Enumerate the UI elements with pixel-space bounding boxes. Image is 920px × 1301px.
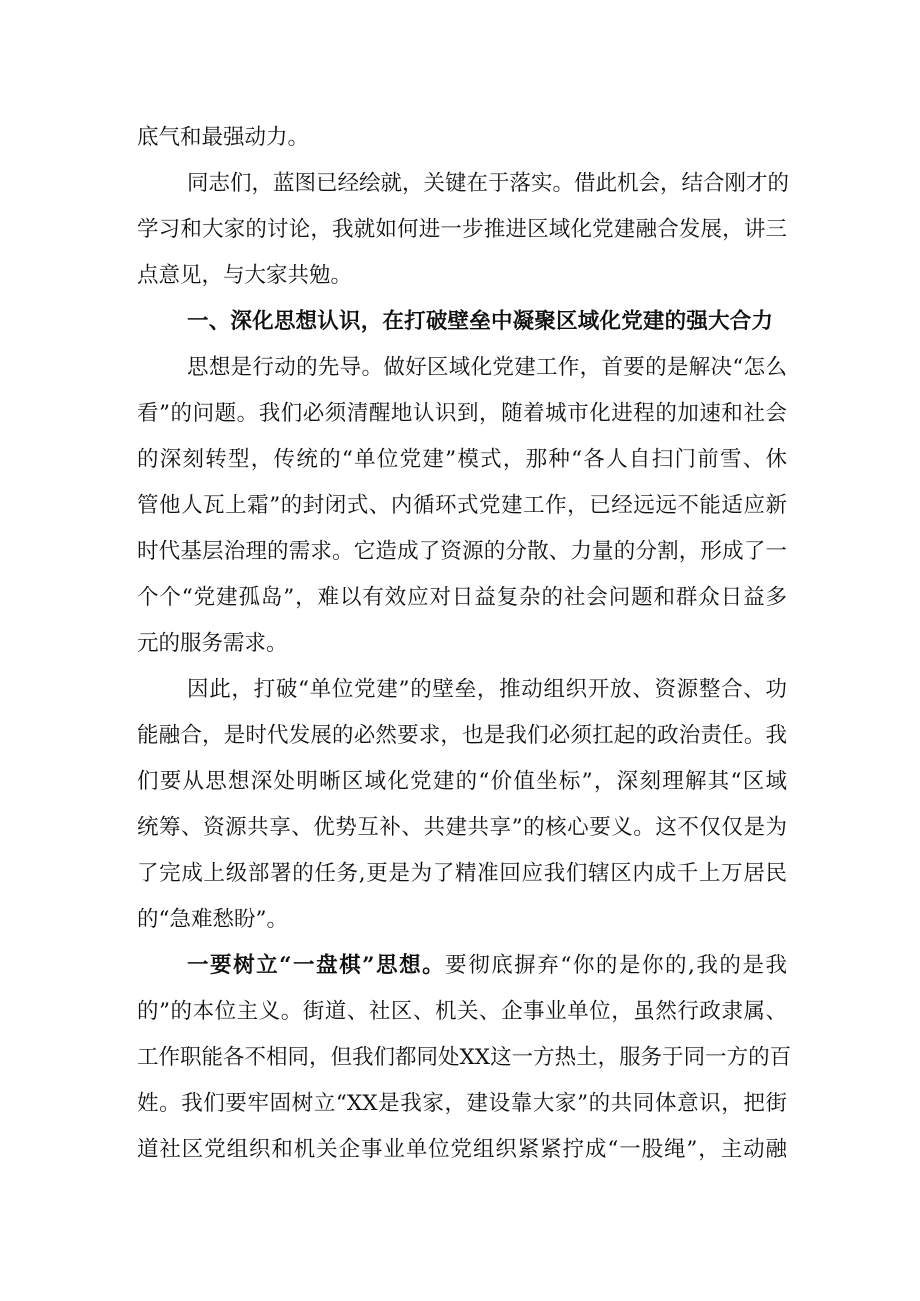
- intro-paragraph-line-3: 点意见，与大家共勉。: [137, 263, 353, 288]
- s1-p1-line-4: 管他人瓦上霜”的封闭式、内循环式党建工作，已经远远不能适应新: [137, 493, 787, 518]
- s1-p3-line-1: [187, 946, 787, 986]
- s1-p3-line-2: 的”的本位主义。街道、社区、机关、企事业单位，虽然行政隶属、: [137, 999, 787, 1024]
- s1-p2-line-1: 因此，打破“单位党建”的壁垒，推动组织开放、资源整合、功: [187, 677, 787, 702]
- s1-p2-line-4: 统筹、资源共享、优势互补、共建共享”的核心要义。这不仅仅是为: [137, 815, 787, 840]
- s1-p2-line-2: 能融合，是时代发展的必然要求，也是我们必须扛起的政治责任。我: [137, 723, 787, 748]
- s1-p1-line-5: 时代基层治理的需求。它造成了资源的分散、力量的分割，形成了一: [137, 539, 787, 564]
- s1-p1-line-6: 个个“党建孤岛”，难以有效应对日益复杂的社会问题和群众日益多: [137, 585, 787, 610]
- s1-p1-line-7: 元的服务需求。: [137, 631, 288, 656]
- s1-p2-line-6: 的“急难愁盼”。: [137, 907, 288, 932]
- s1-p3-line-3: 工作职能各不相同，但我们都同处XX这一方热土，服务于同一方的百: [137, 1045, 792, 1070]
- s1-p1-line-1: 思想是行动的先导。做好区域化党建工作，首要的是解决“怎么: [187, 355, 787, 380]
- intro-paragraph-line-1: 同志们，蓝图已经绘就，关键在于落实。借此机会，结合刚才的: [187, 171, 790, 196]
- s1-p1-line-2: 看”的问题。我们必须清醒地认识到，随着城市化进程的加速和社会: [137, 401, 787, 426]
- s1-p3-line-4: 姓。我们要牢固树立“XX是我家，建设靠大家”的共同体意识，把街: [137, 1091, 787, 1116]
- section-1-heading: 一、深化思想认识，在打破壁垒中凝聚区域化党建的强大合力: [187, 309, 773, 334]
- s1-p3-lead-rest: 要彻底摒弃“你的是你的,我的是我: [445, 953, 787, 978]
- s1-p3-line-5: 道社区党组织和机关企事业单位党组织紧紧拧成“一股绳”，主动融: [137, 1137, 787, 1162]
- intro-line-1: 底气和最强动力。: [137, 125, 310, 150]
- s1-p1-line-3: 的深刻转型，传统的“单位党建”模式，那种“各人自扫门前雪、休: [137, 447, 787, 472]
- intro-paragraph-line-2: 学习和大家的讨论，我就如何进一步推进区域化党建融合发展，讲三: [137, 217, 787, 242]
- s1-p2-line-3: 们要从思想深处明晰区域化党建的“价值坐标”，深刻理解其“区域: [137, 769, 787, 794]
- s1-p2-line-5: 了完成上级部署的任务,更是为了精准回应我们辖区内成千上万居民: [137, 861, 787, 886]
- s1-p3-lead-bold: 一要树立“一盘棋”思想。: [187, 953, 446, 978]
